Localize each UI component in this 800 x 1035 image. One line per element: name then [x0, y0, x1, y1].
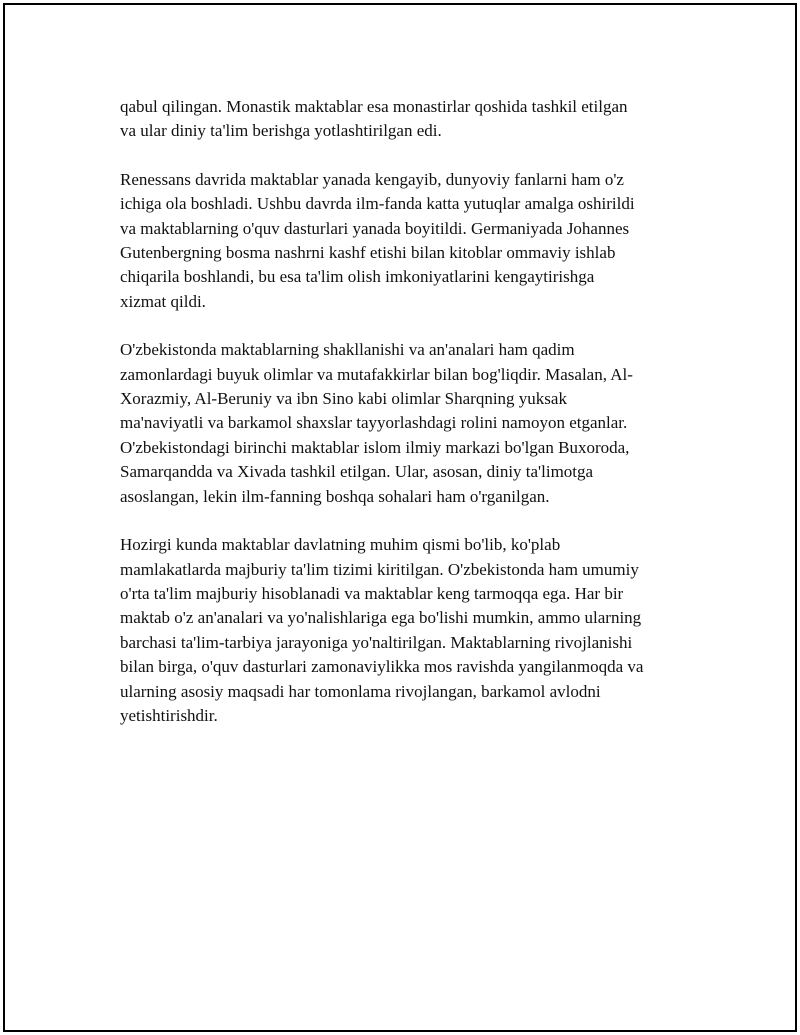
paragraph-2: Renessans davrida maktablar yanada kengayib, dunyoviy fanlarni ham o'z ichiga ola boshladi. Ushbu davrda ilm-fanda katta yutuqlar amalga oshirildi va maktablarning o'quv dasturlari yanada boyitildi. Germaniyada Johannes Gutenbergning bosma nashrni kashf etishi bilan kitoblar ommaviy ishlab chiqarila boshlandi, bu esa ta'lim olish imkoniyatlarini kengaytirishga xizmat qildi. — [120, 169, 635, 311]
paragraph-1: qabul qilingan. Monastik maktablar esa monastirlar qoshida tashkil etilgan va ular diniy ta'lim berishga yotlashtirilgan edi. — [120, 97, 628, 141]
paragraph-4: Hozirgi kunda maktablar davlatning muhim qismi bo'lib, ko'plab mamlakatlarda majburiy ta'lim tizimi kiritilgan. O'zbekistonda ham umumiy o'rta ta'lim majburiy hisoblanadi va maktablar keng tarmoqqa ega. Har bir maktab o'z an'analari va yo'nalishlariga ega bo'lishi mumkin, ammo ularning barchasi ta'lim-tarbiya jarayoniga yo'naltirilgan. Maktablarning rivojlanishi bilan birga, o'quv dasturlari zamonaviylikka mos ravishda yangilanmoqda va ularning asosiy maqsadi har tomonlama rivojlangan, barkamol avlodni yetishtirishdir. — [120, 535, 644, 725]
paragraph-3: O'zbekistonda maktablarning shakllanishi va an'analari ham qadim zamonlardagi buyuk olimlar va mutafakkirlar bilan bog'liqdir. Masalan, Al- Xorazmiy, Al-Beruniy va ibn Sino kabi olimlar Sharqning yuksak ma'naviyatli va barkamol shaxslar tayyorlashdagi rolini namoyon etganlar. O'zbekistondagi birinchi maktablar islom ilmiy markazi bo'lgan Buxoroda, Samarqandda va Xivada tashkil etilgan. Ular, asosan, diniy ta'limotga asoslangan, lekin ilm-fanning boshqa sohalari ham o'rganilgan. — [120, 340, 633, 506]
page-frame — [3, 3, 797, 1032]
document-body — [120, 95, 695, 752]
